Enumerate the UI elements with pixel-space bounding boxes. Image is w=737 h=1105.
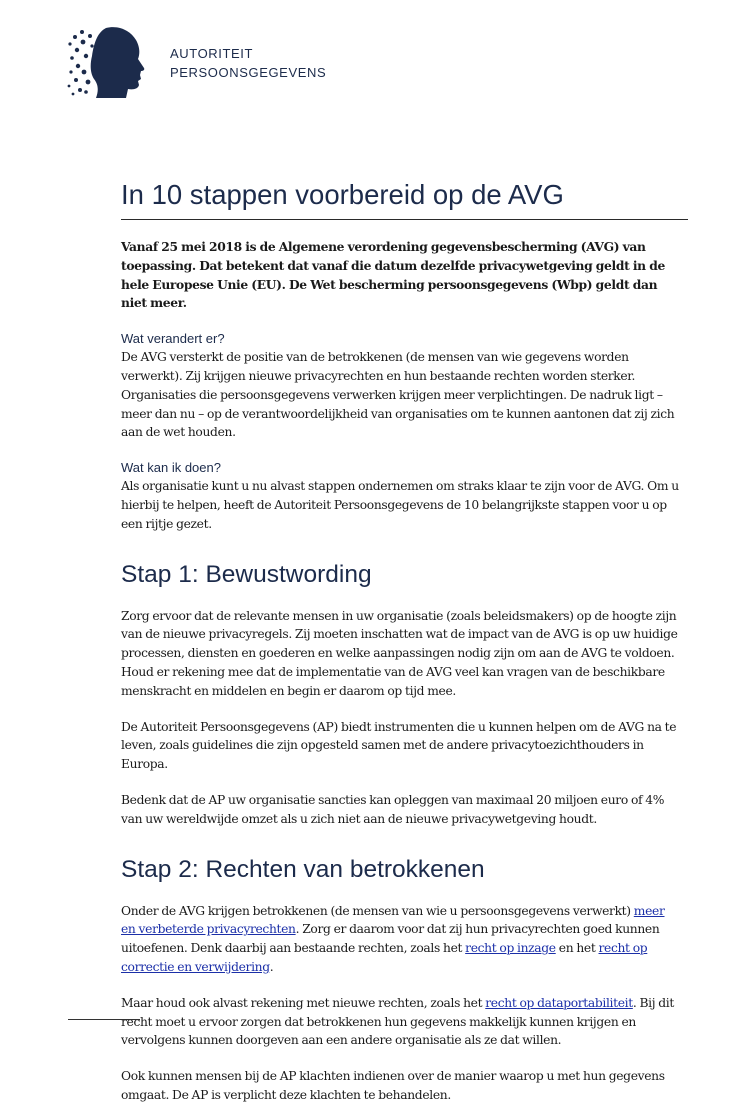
footnote-divider xyxy=(68,1019,140,1020)
link-meer-en-verbeterde-privacyrechten[interactable]: meer en verbeterde privacyrechten xyxy=(121,903,665,937)
step2-p2-text-b: . Bij dit recht moet u ervoor zorgen dat betrokkenen hun gegevens makkelijk kunnen krijgen en vervolgens kunnen doorgeven aan een andere organisatie als ze dat willen. xyxy=(121,995,674,1048)
section-text-what-can-i-do: Als organisatie kunt u nu alvast stappen ondernemen om straks klaar te zijn voor de AVG. Om u hierbij te helpen, heeft de Autoriteit Persoonsgegevens de 10 belangrijkste stappen voor u op een rijtje gezet. xyxy=(121,479,679,531)
section-heading-what-can-i-do: Wat kan ik doen? xyxy=(121,460,221,476)
page-title: In 10 stappen voorbereid op de AVG xyxy=(121,179,564,210)
step2-paragraph-1 xyxy=(121,902,681,977)
org-name-line1: AUTORITEIT xyxy=(170,46,254,61)
document-body xyxy=(121,238,681,1105)
link-recht-op-correctie-en-verwijdering[interactable]: recht op correctie en verwijdering xyxy=(121,941,648,974)
step1-paragraph-2: De Autoriteit Persoonsgegevens (AP) biedt instrumenten die u kunnen helpen om de AVG na te leven, zoals guidelines die zijn opgesteld samen met de andere privacytoezichthouders in Europa. xyxy=(121,719,677,772)
step2-paragraph-2 xyxy=(121,994,681,1050)
step2-heading: Stap 2: Rechten van betrokkenen xyxy=(121,855,485,883)
step1-heading: Stap 1: Bewustwording xyxy=(121,560,372,588)
link-recht-op-inzage[interactable]: recht op inzage xyxy=(465,941,556,956)
section-heading-what-changes: Wat verandert er? xyxy=(121,331,225,347)
title-divider xyxy=(121,219,688,220)
organization-name xyxy=(170,44,326,82)
step2-p1-text-a: Onder de AVG krijgen betrokkenen (de mensen van wie u persoonsgegevens verwerkt) xyxy=(121,903,634,918)
org-name-line2: PERSOONSGEGEVENS xyxy=(170,65,327,80)
section-text-what-changes: De AVG versterkt de positie van de betrokkenen (de mensen van wie gegevens worden verwerkt). Zij krijgen nieuwe privacyrechten en hun bestaande rechten worden sterker. Organisaties die persoonsgegevens verwerken krijgen meer verplichtingen. De nadruk ligt – meer dan nu – op de verantwoordelijkheid van organisaties om te kunnen aantonen dat zij zich aan de wet houden. xyxy=(121,350,675,440)
step2-p1-text-c: en het xyxy=(555,941,599,956)
step2-p1-text-b: . Zorg er daarom voor dat zij hun privacyrechten goed kunnen uitoefenen. Denk daarbij aan bestaande rechten, zoals het xyxy=(121,922,660,956)
step2-paragraph-3: Ook kunnen mensen bij de AP klachten indienen over de manier waarop u met hun gegevens omgaat. De AP is verplicht deze klachten te behandelen. xyxy=(121,1069,665,1102)
step1-paragraph-1: Zorg ervoor dat de relevante mensen in uw organisatie (zoals beleidsmakers) op de hoogte zijn van de nieuwe privacyregels. Zij moeten inschatten wat de impact van de AVG is op uw huidige processen, diensten en goederen en welke aanpassingen nodig zijn om aan de AVG te voldoen. Houd er rekening mee dat de implementatie van de AVG veel kan vragen van de beschikbare menskracht en middelen en begin er daarom op tijd mee. xyxy=(121,608,678,698)
step1-paragraph-3: Bedenk dat de AP uw organisatie sancties kan opleggen van maximaal 20 miljoen euro of 4% van uw wereldwijde omzet als u zich niet aan de nieuwe privacywetgeving houdt. xyxy=(121,792,665,826)
link-recht-op-dataportabiliteit[interactable]: recht op dataportabiliteit xyxy=(485,995,633,1010)
ap-logo-icon xyxy=(66,24,152,100)
step2-p2-text-a: Maar houd ook alvast rekening met nieuwe rechten, zoals het xyxy=(121,995,486,1010)
intro-paragraph: Vanaf 25 mei 2018 is de Algemene verordening gegevensbescherming (AVG) van toepassing. Dat betekent dat vanaf die datum dezelfde privacywetgeving geldt in de hele Europese Unie (EU). De Wet bescherming persoonsgegevens (Wbp) geldt dan niet meer. xyxy=(121,239,665,311)
step2-p1-text-d: . xyxy=(269,959,274,974)
